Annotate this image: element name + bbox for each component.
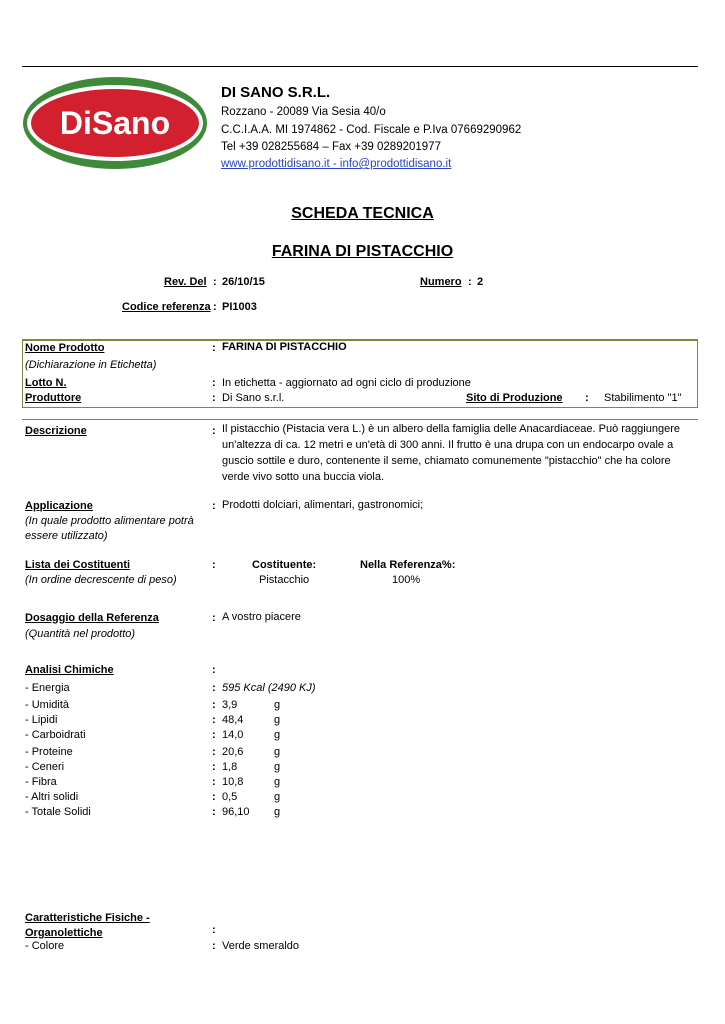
costituenti-sub: (In ordine decrescente di peso): [25, 574, 177, 586]
analisi-row-value: 0,5: [222, 791, 238, 803]
analisi-row-unit: g: [274, 791, 281, 803]
dosaggio-value: A vostro piacere: [222, 611, 301, 623]
colore-value: Verde smeraldo: [222, 940, 300, 952]
analisi-row-sep: :: [212, 806, 216, 818]
analisi-sep: :: [212, 664, 216, 676]
codice-sep: :: [213, 301, 217, 313]
analisi-row-sep: :: [212, 791, 216, 803]
costituenti-col2: Nella Referenza%:: [360, 559, 456, 571]
analisi-row-unit: g: [274, 714, 281, 726]
dosaggio-sub: (Quantità nel prodotto): [25, 628, 136, 640]
analisi-row-name: - Carboidrati: [25, 729, 86, 741]
page-title: SCHEDA TECNICA: [291, 205, 434, 222]
lotto-value: In etichetta - aggiornato ad ogni ciclo di produzione: [222, 377, 471, 389]
analisi-row-name: - Umidità: [25, 699, 70, 711]
rev-label: Rev. Del: [164, 276, 207, 288]
colore-sep: :: [212, 940, 216, 952]
section-rule: [22, 419, 698, 420]
analisi-row-name: - Ceneri: [25, 761, 65, 773]
nome-value: FARINA DI PISTACCHIO: [222, 341, 347, 353]
rev-sep: :: [213, 276, 217, 288]
product-title: FARINA DI PISTACCHIO: [271, 243, 454, 260]
codice-label: Codice referenza: [122, 301, 211, 313]
analisi-row-value: 14,0: [222, 729, 244, 741]
analisi-row-unit: g: [274, 729, 281, 741]
fisiche-label-2: Organolettiche: [25, 927, 103, 939]
costituenti-pct: 100%: [392, 574, 421, 586]
costituenti-item: Pistacchio: [259, 574, 310, 586]
dosaggio-sep: :: [212, 612, 216, 624]
company-phone: Tel +39 028255684 – Fax +39 0289201977: [221, 141, 441, 153]
analisi-row-name: - Proteine: [25, 746, 73, 758]
analisi-row-value: 48,4: [222, 714, 244, 726]
company-address: Rozzano - 20089 Via Sesia 40/o: [221, 106, 386, 118]
analisi-row-sep: :: [212, 699, 216, 711]
fisiche-label-1: Caratteristiche Fisiche -: [25, 912, 150, 924]
sito-value: Stabilimento "1": [604, 392, 682, 404]
analisi-row-unit: g: [274, 761, 281, 773]
applicazione-sub-1: (In quale prodotto alimentare potrà: [25, 515, 194, 527]
colore-label: - Colore: [25, 940, 65, 952]
analisi-row-name: - Fibra: [25, 776, 57, 788]
top-rule: [22, 66, 698, 67]
descrizione-sep: :: [212, 425, 216, 437]
rev-value: 26/10/15: [222, 276, 265, 288]
applicazione-label: Applicazione: [25, 500, 93, 512]
costituenti-label: Lista dei Costituenti: [25, 559, 131, 571]
product-info-box: [22, 339, 698, 408]
analisi-row-value: 10,8: [222, 776, 244, 788]
numero-label: Numero: [420, 276, 462, 288]
applicazione-sub-2: essere utilizzato): [25, 530, 108, 542]
box-inner-rule: [22, 340, 698, 341]
logo-text: DiSano: [59, 105, 171, 141]
sito-label: Sito di Produzione: [466, 392, 563, 404]
analisi-row-value: 3,9: [222, 699, 238, 711]
analisi-row-sep: :: [212, 682, 216, 694]
codice-value: PI1003: [222, 301, 257, 313]
company-registry: C.C.I.A.A. MI 1974862 - Cod. Fiscale e P.Iva 07669290962: [221, 124, 522, 136]
analisi-row-sep: :: [212, 761, 216, 773]
descrizione-label: Descrizione: [25, 425, 87, 437]
costituenti-col1: Costituente:: [252, 559, 317, 571]
analisi-row-name: - Energia: [25, 682, 70, 694]
dosaggio-label: Dosaggio della Referenza: [25, 612, 159, 624]
company-name: DI SANO S.R.L.: [221, 84, 331, 101]
analisi-row-value: 1,8: [222, 761, 238, 773]
numero-value: 2: [477, 276, 484, 288]
analisi-row-unit: g: [274, 746, 281, 758]
nome-sub: (Dichiarazione in Etichetta): [25, 359, 157, 371]
analisi-row-name: - Altri solidi: [25, 791, 79, 803]
analisi-label: Analisi Chimiche: [25, 664, 114, 676]
analisi-row-sep: :: [212, 746, 216, 758]
analisi-row-sep: :: [212, 729, 216, 741]
applicazione-value: Prodotti dolciari, alimentari, gastronomici;: [222, 499, 424, 511]
sito-sep: :: [585, 392, 589, 404]
numero-sep: :: [468, 276, 472, 288]
produttore-label: Produttore: [25, 392, 82, 404]
analisi-row-name: - Lipidi: [25, 714, 58, 726]
produttore-sep: :: [212, 392, 216, 404]
costituenti-sep: :: [212, 559, 216, 571]
company-web-link[interactable]: www.prodottidisano.it - info@prodottidisano.it: [221, 158, 452, 170]
analisi-row-sep: :: [212, 714, 216, 726]
descrizione-line-1: Il pistacchio (Pistacia vera L.) è un albero della famiglia delle Anacardiaceae. Può raggiungere: [222, 423, 680, 435]
fisiche-sep: :: [212, 924, 216, 936]
nome-sep: :: [212, 342, 216, 354]
analisi-row-unit: g: [274, 699, 281, 711]
lotto-sep: :: [212, 377, 216, 389]
analisi-row-name: - Totale Solidi: [25, 806, 91, 818]
lotto-label: Lotto N.: [25, 377, 67, 389]
analisi-row-unit: g: [274, 776, 281, 788]
analisi-row-value: 96,10: [222, 806, 250, 818]
descrizione-line-2: un'altezza di ca. 12 metri e un'età di 300 anni. Il frutto è una drupa con un endocarpo ovale a: [222, 439, 674, 451]
descrizione-line-3: guscio sottile e duro, contenente il seme, chiamato comunemente "pistacchio" che ha colore: [222, 455, 671, 467]
analisi-row-unit: g: [274, 806, 281, 818]
descrizione-line-4: verde vivo sotto una buccia viola.: [222, 471, 385, 483]
nome-label: Nome Prodotto: [25, 342, 105, 354]
disano-logo: [22, 76, 208, 170]
analisi-row-sep: :: [212, 776, 216, 788]
applicazione-sep: :: [212, 500, 216, 512]
produttore-value: Di Sano s.r.l.: [222, 392, 285, 404]
analisi-row-value: 595 Kcal (2490 KJ): [222, 682, 316, 694]
analisi-row-value: 20,6: [222, 746, 244, 758]
